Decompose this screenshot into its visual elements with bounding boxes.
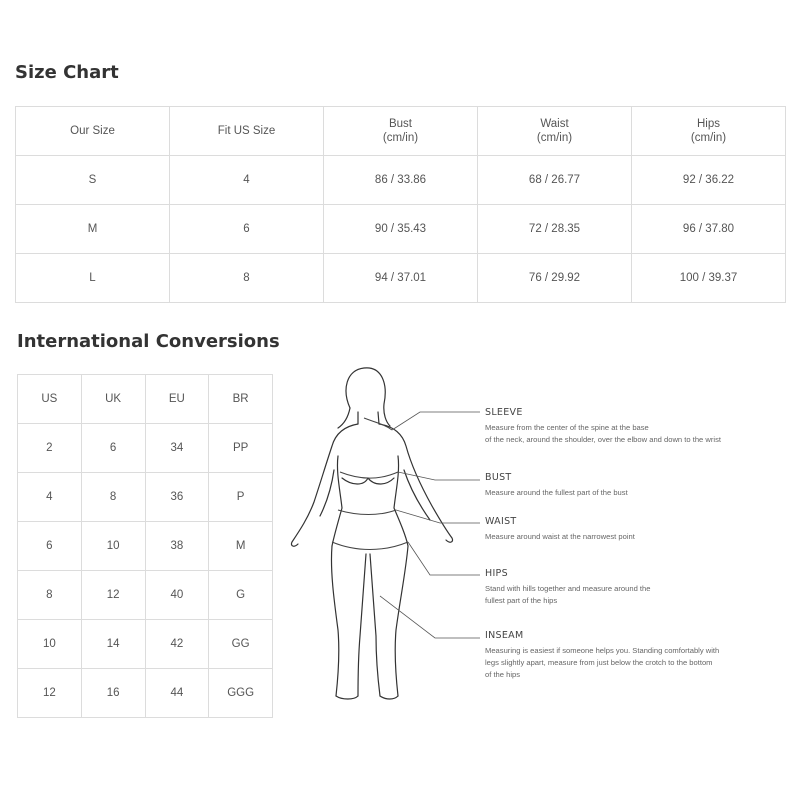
table-header-row — [18, 375, 273, 424]
table-row — [18, 424, 273, 473]
bust-description-line: Measure around the fullest part of the bust — [485, 488, 628, 497]
table-cell: 100 / 39.37 — [632, 254, 786, 303]
header-waist — [478, 107, 632, 156]
table-row — [18, 620, 273, 669]
table-cell: 8 — [170, 254, 324, 303]
table-cell: 16 — [81, 669, 145, 718]
inseam-description-line: legs slightly apart, measure from just below the crotch to the bottom — [485, 658, 713, 667]
table-cell: 8 — [81, 473, 145, 522]
table-cell: 12 — [18, 669, 82, 718]
table-cell: 94 / 37.01 — [324, 254, 478, 303]
table-cell: 90 / 35.43 — [324, 205, 478, 254]
size-chart-table — [15, 106, 786, 303]
table-cell: M — [16, 205, 170, 254]
table-row — [18, 571, 273, 620]
header-unit: (cm/in) — [536, 132, 573, 144]
header-label: Fit US Size — [217, 125, 276, 137]
inseam-label: INSEAM — [485, 630, 524, 641]
table-cell: 8 — [18, 571, 82, 620]
header-unit: (cm/in) — [690, 132, 727, 144]
table-cell: 10 — [81, 522, 145, 571]
table-row — [18, 522, 273, 571]
header-label: Waist — [540, 118, 569, 130]
table-cell: P — [209, 473, 273, 522]
table-cell: 4 — [18, 473, 82, 522]
header-bust — [324, 107, 478, 156]
sleeve-description-line: of the neck, around the shoulder, over the elbow and down to the wrist — [485, 435, 721, 444]
header-us: US — [18, 375, 82, 424]
table-cell: L — [16, 254, 170, 303]
header-label: Bust — [388, 118, 412, 130]
table-cell: PP — [209, 424, 273, 473]
inseam-description-line: Measuring is easiest if someone helps you. Standing comfortably with — [485, 646, 720, 655]
table-cell: S — [16, 156, 170, 205]
table-cell: 72 / 28.35 — [478, 205, 632, 254]
table-row — [16, 156, 786, 205]
table-cell: 10 — [18, 620, 82, 669]
size-chart-title: Size Chart — [15, 62, 119, 83]
sleeve-label: SLEEVE — [485, 407, 523, 418]
table-cell: 92 / 36.22 — [632, 156, 786, 205]
table-row — [18, 473, 273, 522]
inseam-description-line: of the hips — [485, 670, 521, 679]
header-label: Our Size — [70, 125, 115, 137]
table-row — [18, 669, 273, 718]
international-conversions-table — [17, 374, 273, 718]
table-cell: 42 — [145, 620, 209, 669]
table-row — [16, 254, 786, 303]
header-hips — [632, 107, 786, 156]
table-cell: 96 / 37.80 — [632, 205, 786, 254]
table-cell: 4 — [170, 156, 324, 205]
table-cell: 36 — [145, 473, 209, 522]
bust-label: BUST — [485, 472, 512, 483]
sleeve-description-line: Measure from the center of the spine at the base — [485, 423, 649, 432]
table-cell: 76 / 29.92 — [478, 254, 632, 303]
table-cell: 86 / 33.86 — [324, 156, 478, 205]
table-cell: G — [209, 571, 273, 620]
table-cell: 6 — [18, 522, 82, 571]
table-cell: 14 — [81, 620, 145, 669]
table-cell: GG — [209, 620, 273, 669]
table-cell: 6 — [81, 424, 145, 473]
table-cell: 38 — [145, 522, 209, 571]
header-our-size — [16, 107, 170, 156]
table-cell: 2 — [18, 424, 82, 473]
header-br: BR — [209, 375, 273, 424]
table-header-row — [16, 107, 786, 156]
waist-label: WAIST — [485, 516, 517, 527]
hips-label: HIPS — [485, 568, 508, 579]
header-unit: (cm/in) — [382, 132, 419, 144]
header-label: Hips — [696, 118, 720, 130]
hips-description-line: fullest part of the hips — [485, 596, 558, 605]
table-cell: M — [209, 522, 273, 571]
hips-description-line: Stand with hills together and measure around the — [485, 584, 651, 593]
table-cell: 44 — [145, 669, 209, 718]
table-cell: 68 / 26.77 — [478, 156, 632, 205]
table-cell: 6 — [170, 205, 324, 254]
table-cell: GGG — [209, 669, 273, 718]
header-uk: UK — [81, 375, 145, 424]
table-cell: 34 — [145, 424, 209, 473]
header-fit-us-size — [170, 107, 324, 156]
measurement-guide — [280, 360, 795, 710]
table-cell: 40 — [145, 571, 209, 620]
header-eu: EU — [145, 375, 209, 424]
waist-description-line: Measure around waist at the narrowest point — [485, 532, 635, 541]
international-conversions-title: International Conversions — [17, 331, 280, 352]
table-row — [16, 205, 786, 254]
table-cell: 12 — [81, 571, 145, 620]
